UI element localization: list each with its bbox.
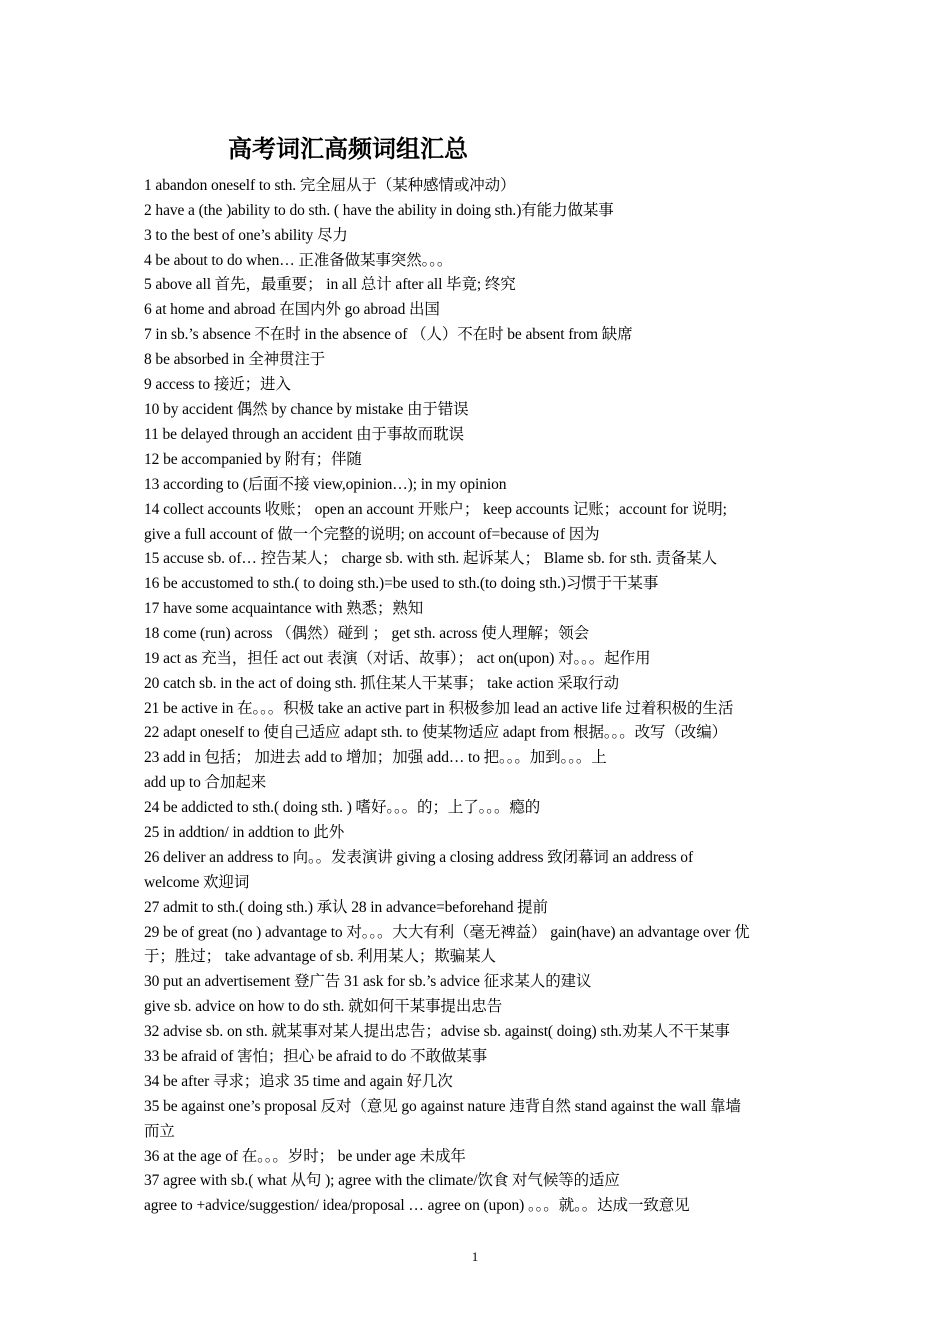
- list-item: 于；胜过； take advantage of sb. 利用某人；欺骗某人: [144, 948, 496, 965]
- page-title: 高考词汇高频词组汇总: [228, 134, 468, 163]
- list-item: 17 have some acquaintance with 熟悉；熟知: [144, 600, 424, 617]
- list-item: 21 be active in 在。。。积极 take an active part in 积极参加 lead an active life 过着积极的生活: [144, 700, 734, 717]
- list-item: 25 in addtion/ in addtion to 此外: [144, 824, 345, 841]
- list-item: 20 catch sb. in the act of doing sth. 抓住某人干某事； take action 采取行动: [144, 675, 619, 692]
- list-item: 5 above all 首先，最重要； in all 总计 after all 毕竟; 终究: [144, 276, 516, 293]
- list-item: 37 agree with sb.( what 从句 ); agree with the climate/饮食 对气候等的适应: [144, 1172, 620, 1189]
- list-item: 19 act as 充当，担任 act out 表演（对话、故事）； act on(upon) 对。。。起作用: [144, 650, 651, 667]
- list-item: 1 abandon oneself to sth. 完全屈从于（某种感情或冲动）: [144, 177, 516, 194]
- list-item: 36 at the age of 在。。。岁时； be under age 未成年: [144, 1148, 466, 1165]
- list-item: 2 have a (the )ability to do sth. ( have the ability in doing sth.)有能力做某事: [144, 202, 614, 219]
- list-item: 13 according to (后面不接 view,opinion…); in my opinion: [144, 476, 507, 493]
- list-item: 7 in sb.’s absence 不在时 in the absence of （人）不在时 be absent from 缺席: [144, 326, 633, 343]
- list-item: 12 be accompanied by 附有；伴随: [144, 451, 362, 468]
- list-item: 6 at home and abroad 在国内外 go abroad 出国: [144, 301, 440, 318]
- list-item: 而立: [144, 1123, 175, 1140]
- list-item: 10 by accident 偶然 by chance by mistake 由于错误: [144, 401, 469, 418]
- list-item: 23 add in 包括； 加进去 add to 增加；加强 add… to 把。。。加到。。。上: [144, 749, 607, 766]
- list-item: 30 put an advertisement 登广告 31 ask for sb.’s advice 征求某人的建议: [144, 973, 592, 990]
- list-item: 27 admit to sth.( doing sth.) 承认 28 in advance=beforehand 提前: [144, 899, 548, 916]
- list-item: agree to +advice/suggestion/ idea/proposal … agree on (upon) 。。。就。。达成一致意见: [144, 1197, 690, 1214]
- list-item: welcome 欢迎词: [144, 874, 250, 891]
- page-number: 1: [471, 1249, 479, 1264]
- list-item: 32 advise sb. on sth. 就某事对某人提出忠告；advise sb. against( doing) sth.劝某人不干某事: [144, 1023, 730, 1040]
- list-item: 22 adapt oneself to 使自己适应 adapt sth. to 使某物适应 adapt from 根据。。。改写（改编）: [144, 724, 727, 741]
- list-item: 26 deliver an address to 向。。发表演讲 giving a closing address 致闭幕词 an address of: [144, 849, 694, 866]
- list-item: 4 be about to do when… 正准备做某事突然。。。: [144, 252, 453, 269]
- list-item: give a full account of 做一个完整的说明; on account of=because of 因为: [144, 526, 600, 543]
- list-item: 18 come (run) across （偶然）碰到 ； get sth. across 使人理解；领会: [144, 625, 589, 642]
- list-item: 24 be addicted to sth.( doing sth. ) 嗜好。。。的；上了。。。瘾的: [144, 799, 541, 816]
- list-item: give sb. advice on how to do sth. 就如何干某事提出忠告: [144, 998, 503, 1015]
- list-item: 33 be afraid of 害怕；担心 be afraid to do 不敢做某事: [144, 1048, 488, 1065]
- list-item: 8 be absorbed in 全神贯注于: [144, 351, 326, 368]
- list-item: add up to 合加起来: [144, 774, 267, 791]
- list-item: 15 accuse sb. of… 控告某人； charge sb. with sth. 起诉某人； Blame sb. for sth. 责备某人: [144, 550, 718, 567]
- list-item: 14 collect accounts 收账； open an account 开账户； keep accounts 记账；account for 说明;: [144, 501, 727, 518]
- list-item: 16 be accustomed to sth.( to doing sth.)=be used to sth.(to doing sth.)习惯于干某事: [144, 575, 659, 592]
- list-item: 35 be against one’s proposal 反对（意见 go against nature 违背自然 stand against the wall 靠墙: [144, 1098, 741, 1115]
- list-item: 29 be of great (no ) advantage to 对。。。大大有利（毫无裨益） gain(have) an advantage over 优: [144, 924, 750, 941]
- list-item: 9 access to 接近；进入: [144, 376, 291, 393]
- list-item: 3 to the best of one’s ability 尽力: [144, 227, 348, 244]
- list-item: 11 be delayed through an accident 由于事故而耽误: [144, 426, 464, 443]
- list-item: 34 be after 寻求；追求 35 time and again 好几次: [144, 1073, 453, 1090]
